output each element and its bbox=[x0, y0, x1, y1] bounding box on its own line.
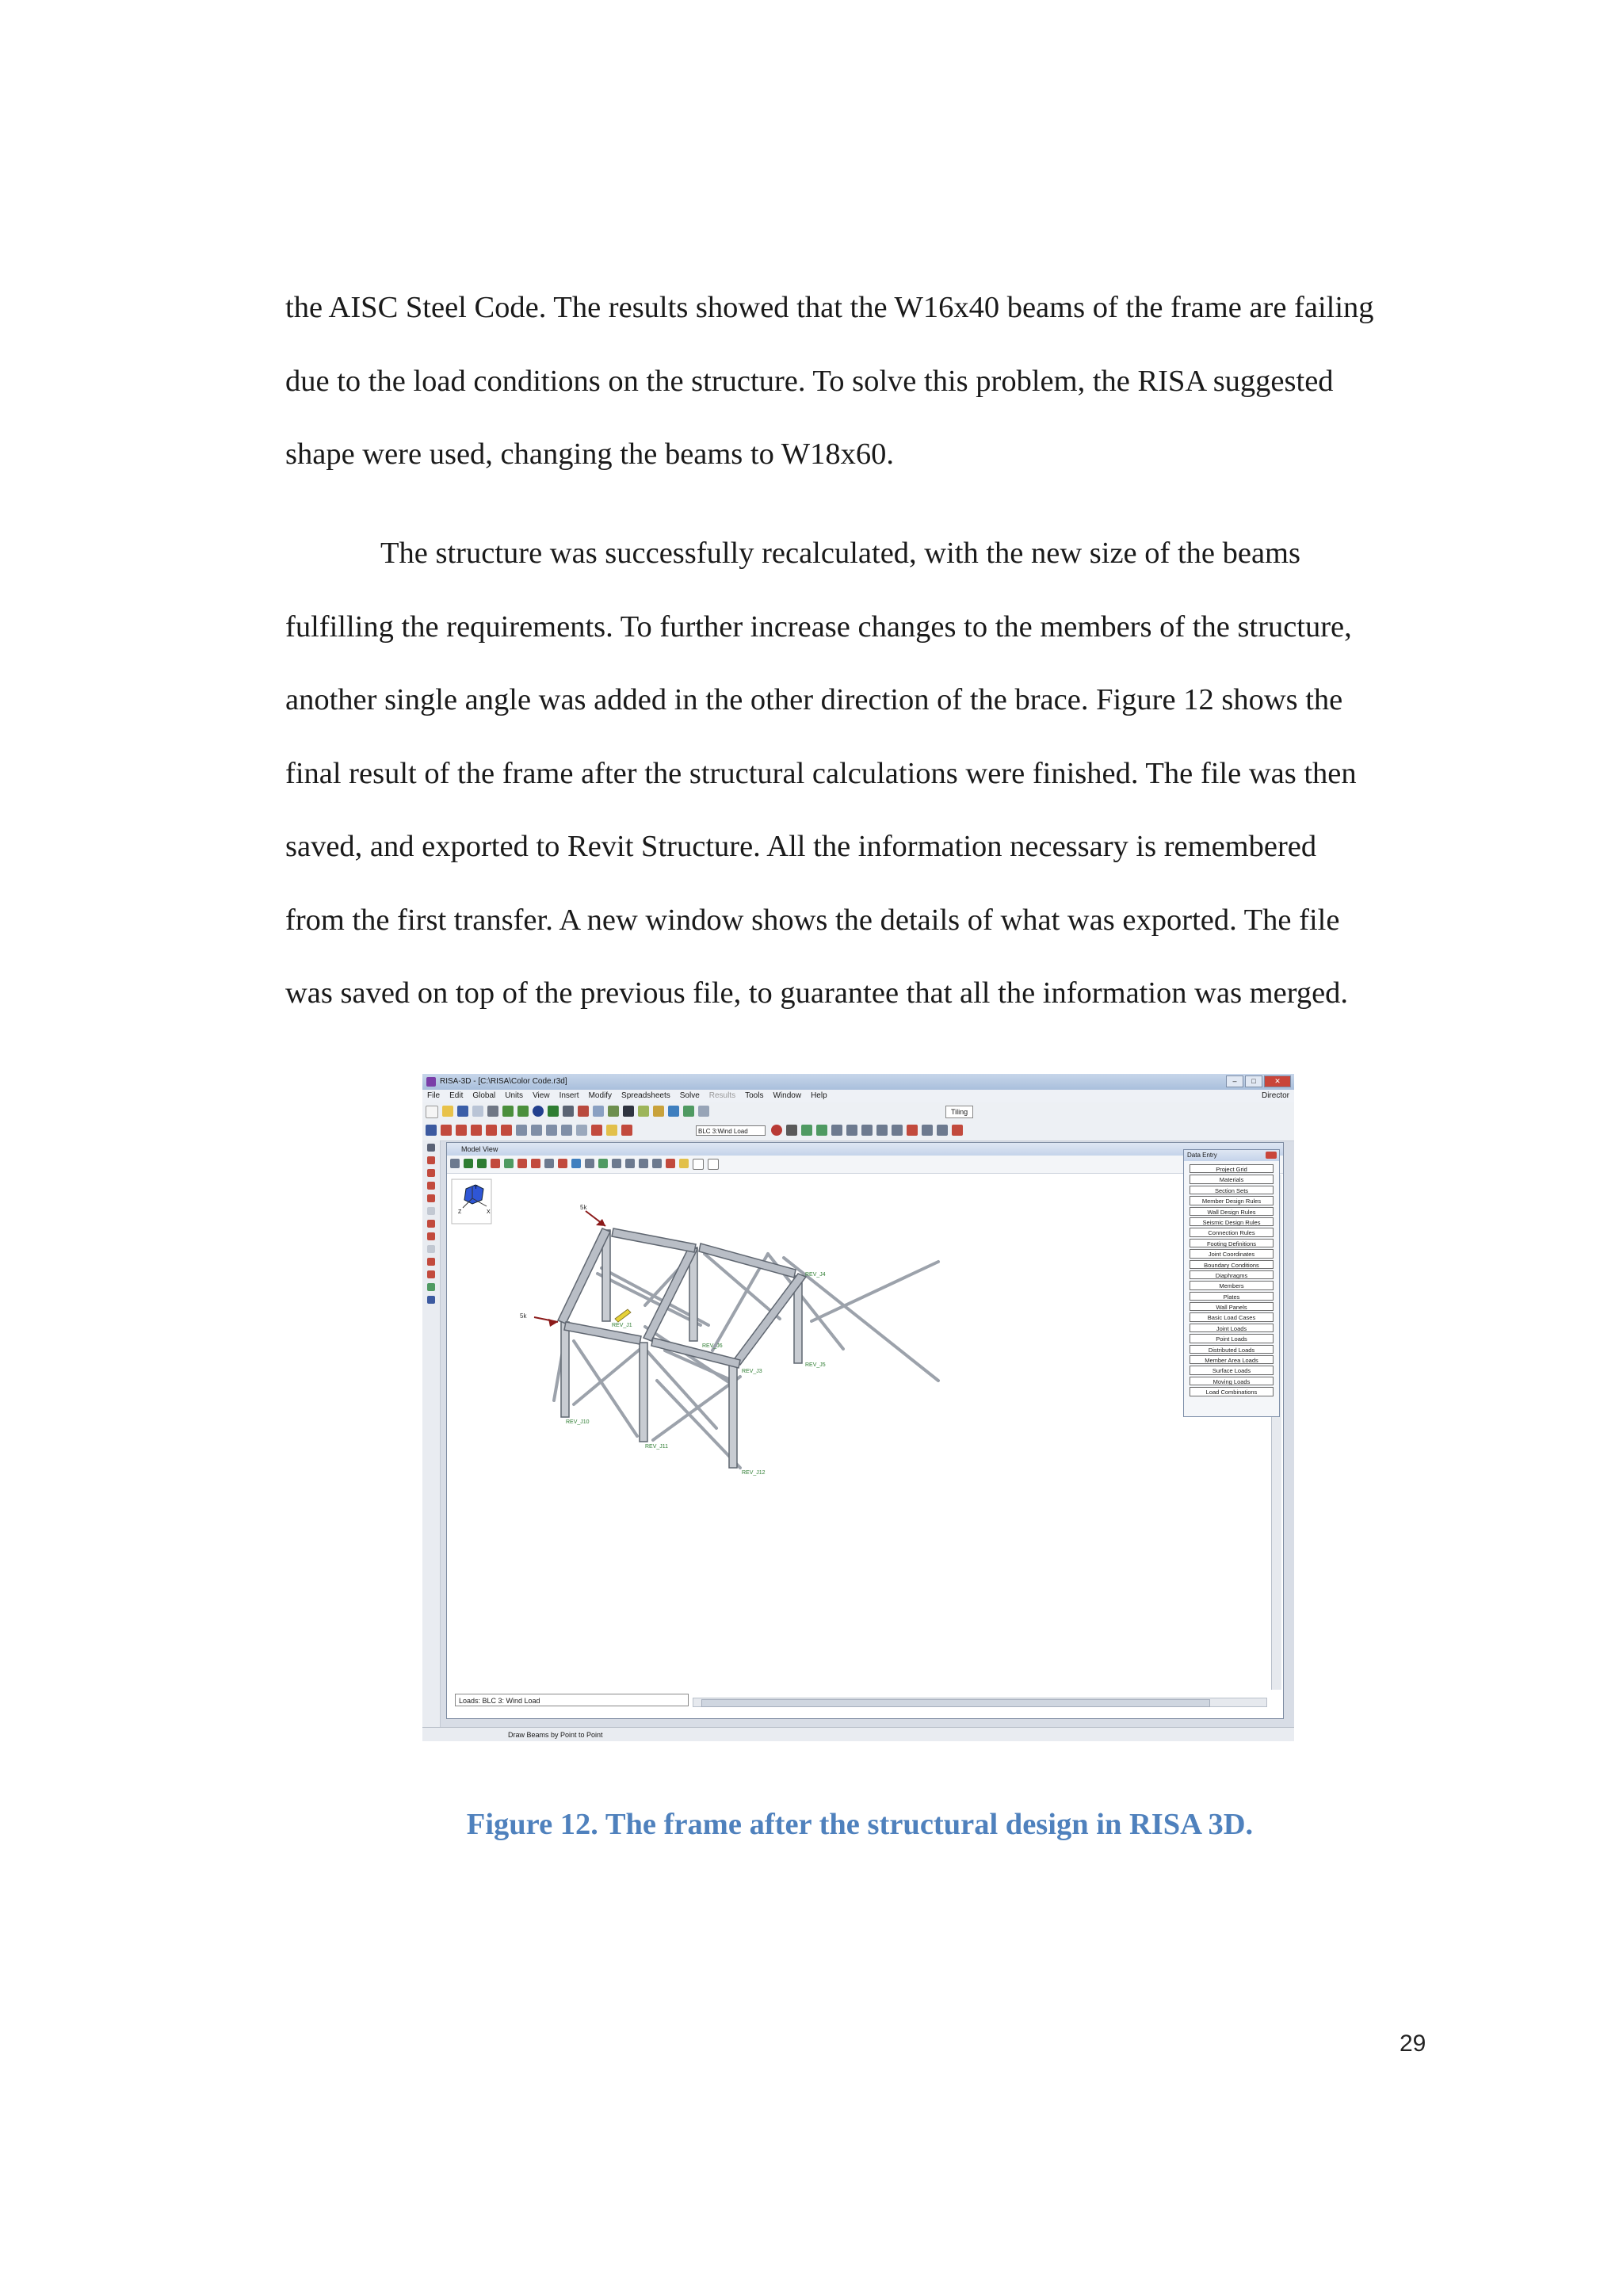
moment-icon[interactable] bbox=[846, 1125, 857, 1136]
minimize-icon[interactable]: – bbox=[1226, 1075, 1243, 1087]
zoom-box-icon[interactable] bbox=[591, 1125, 602, 1136]
data-entry-titlebar bbox=[1184, 1150, 1279, 1161]
data-entry-button[interactable]: Diaphragms bbox=[1190, 1270, 1274, 1279]
data-entry-button[interactable]: Plates bbox=[1190, 1292, 1274, 1301]
model-toolbar bbox=[422, 1121, 1294, 1141]
menu-window[interactable]: Window bbox=[773, 1091, 802, 1100]
data-entry-list bbox=[1184, 1164, 1279, 1396]
load-case-select[interactable]: BLC 3:Wind Load bbox=[696, 1125, 766, 1136]
moment-diagram-icon[interactable] bbox=[892, 1125, 903, 1136]
risa-app-icon bbox=[426, 1077, 436, 1087]
plate-icon[interactable] bbox=[578, 1106, 589, 1117]
spreadsheet-icon[interactable] bbox=[638, 1106, 649, 1117]
solve-icon[interactable] bbox=[548, 1106, 559, 1117]
braces bbox=[554, 1254, 938, 1468]
window-titlebar bbox=[422, 1074, 1294, 1090]
data-entry-title: Data Entry bbox=[1187, 1152, 1217, 1159]
window-title: RISA-3D - [C:\RISA\Color Code.r3d] bbox=[440, 1077, 567, 1086]
loads-status-box: Loads: BLC 3: Wind Load bbox=[455, 1694, 689, 1706]
data-entry-button[interactable]: Point Loads bbox=[1190, 1334, 1274, 1343]
tool-icon[interactable] bbox=[427, 1283, 435, 1291]
tool-icon[interactable] bbox=[427, 1258, 435, 1266]
render-icon[interactable] bbox=[456, 1125, 467, 1136]
menu-view[interactable]: View bbox=[533, 1091, 550, 1100]
refresh-icon[interactable] bbox=[952, 1125, 963, 1136]
equals-icon[interactable] bbox=[698, 1106, 709, 1117]
data-entry-button[interactable]: Member Design Rules bbox=[1190, 1196, 1274, 1205]
xz-view-icon[interactable] bbox=[546, 1125, 557, 1136]
dollar-icon[interactable] bbox=[786, 1125, 797, 1136]
joint-label: REV_J4 bbox=[805, 1272, 826, 1278]
render-icon[interactable] bbox=[501, 1125, 512, 1136]
menu-spreadsheets[interactable]: Spreadsheets bbox=[621, 1091, 670, 1100]
joint-label: REV_J11 bbox=[645, 1444, 669, 1450]
monitor-icon[interactable] bbox=[623, 1106, 634, 1117]
table-icon[interactable] bbox=[608, 1106, 619, 1117]
tool-icon[interactable] bbox=[427, 1169, 435, 1177]
menu-help[interactable]: Help bbox=[811, 1091, 827, 1100]
column bbox=[729, 1365, 737, 1468]
data-entry-button[interactable]: Surface Loads bbox=[1190, 1366, 1274, 1374]
menu-file[interactable]: File bbox=[427, 1091, 441, 1100]
data-entry-button[interactable]: Project Grid bbox=[1190, 1164, 1274, 1173]
tiling-button[interactable]: Tiling bbox=[945, 1106, 973, 1118]
render-icon[interactable] bbox=[486, 1125, 497, 1136]
text-line: was saved on top of the previous file, to guarantee that all the information was merged. bbox=[285, 976, 1349, 1010]
joint-label: REV_J1 bbox=[612, 1323, 632, 1328]
save-icon[interactable] bbox=[457, 1106, 468, 1117]
axis-triad bbox=[452, 1179, 491, 1224]
data-entry-button[interactable]: Wall Panels bbox=[1190, 1302, 1274, 1311]
column bbox=[640, 1343, 647, 1442]
menu-units[interactable]: Units bbox=[505, 1091, 524, 1100]
yz-view-icon[interactable] bbox=[561, 1125, 572, 1136]
text-line: final result of the frame after the structural calculations were finished. The file was then bbox=[285, 756, 1357, 790]
tool-icon[interactable] bbox=[427, 1182, 435, 1190]
render-icon[interactable] bbox=[441, 1125, 452, 1136]
pencil-icon[interactable] bbox=[922, 1125, 933, 1136]
tool-icon[interactable] bbox=[427, 1220, 435, 1228]
zoom-icon[interactable] bbox=[576, 1125, 587, 1136]
page-number: 29 bbox=[1400, 2030, 1426, 2057]
data-entry-button[interactable]: Member Area Loads bbox=[1190, 1355, 1274, 1364]
data-entry-button[interactable]: Section Sets bbox=[1190, 1186, 1274, 1194]
print-icon[interactable] bbox=[487, 1106, 498, 1117]
close-icon[interactable]: ✕ bbox=[1264, 1075, 1291, 1087]
model-view-window[interactable] bbox=[446, 1142, 1284, 1719]
tool-icon[interactable] bbox=[427, 1207, 435, 1215]
data-entry-button[interactable]: Footing Definitions bbox=[1190, 1239, 1274, 1247]
load-label-top: 5k bbox=[580, 1204, 587, 1211]
member-icon[interactable] bbox=[801, 1125, 812, 1136]
horizontal-scrollbar[interactable] bbox=[693, 1698, 1267, 1707]
iso-view-icon[interactable] bbox=[516, 1125, 527, 1136]
data-entry-button[interactable]: Moving Loads bbox=[1190, 1377, 1274, 1385]
joint-icon[interactable] bbox=[831, 1125, 842, 1136]
line-icon[interactable] bbox=[861, 1125, 873, 1136]
redo-icon[interactable] bbox=[517, 1106, 529, 1117]
tool-icon[interactable] bbox=[427, 1270, 435, 1278]
data-entry-button[interactable]: Wall Design Rules bbox=[1190, 1207, 1274, 1216]
highlight-icon[interactable] bbox=[606, 1125, 617, 1136]
data-entry-button[interactable]: Distributed Loads bbox=[1190, 1345, 1274, 1354]
menu-director[interactable]: Director bbox=[1261, 1091, 1289, 1100]
data-entry-button[interactable]: Materials bbox=[1190, 1175, 1274, 1183]
joint-label: REV_J10 bbox=[566, 1419, 590, 1425]
menu-results[interactable]: Results bbox=[708, 1091, 736, 1100]
status-bar bbox=[422, 1727, 1294, 1741]
paragraph-1 bbox=[285, 271, 1442, 491]
tool-icon[interactable] bbox=[427, 1156, 435, 1164]
status-text: Draw Beams by Point to Point bbox=[508, 1731, 603, 1739]
xy-view-icon[interactable] bbox=[531, 1125, 542, 1136]
text-line: another single angle was added in the other direction of the brace. Figure 12 shows the bbox=[285, 683, 1343, 716]
data-entry-panel bbox=[1183, 1149, 1280, 1417]
selected-member-marker bbox=[615, 1309, 631, 1322]
tool-icon[interactable] bbox=[427, 1194, 435, 1202]
view-icon[interactable] bbox=[426, 1125, 437, 1136]
results-icon[interactable] bbox=[771, 1125, 782, 1136]
refresh-icon[interactable] bbox=[668, 1106, 679, 1117]
new-file-icon[interactable] bbox=[426, 1106, 438, 1118]
arrow-icon[interactable] bbox=[876, 1125, 888, 1136]
lc-icon[interactable] bbox=[683, 1106, 694, 1117]
joint-label: REV_J3 bbox=[742, 1369, 762, 1374]
paragraph-2 bbox=[285, 517, 1442, 1030]
frame-model-drawing bbox=[447, 1143, 1283, 1718]
text-line: The structure was successfully recalculated, with the new size of the beams bbox=[380, 537, 1300, 570]
data-entry-button[interactable]: Boundary Conditions bbox=[1190, 1260, 1274, 1269]
joint-label: REV_J12 bbox=[742, 1470, 766, 1476]
data-entry-button[interactable]: Members bbox=[1190, 1281, 1274, 1289]
menu-global[interactable]: Global bbox=[472, 1091, 496, 1100]
left-toolbar bbox=[422, 1140, 441, 1727]
figure-caption: Figure 12. The frame after the structural design in RISA 3D. bbox=[466, 1808, 1254, 1841]
graphics-icon[interactable] bbox=[621, 1125, 632, 1136]
menu-modify[interactable]: Modify bbox=[588, 1091, 613, 1100]
window-controls bbox=[1226, 1075, 1291, 1088]
menu-solve[interactable]: Solve bbox=[679, 1091, 700, 1100]
grid-icon[interactable] bbox=[593, 1106, 604, 1117]
main-toolbar bbox=[422, 1102, 1294, 1122]
axis-x-label: X bbox=[487, 1209, 491, 1215]
bars-icon[interactable] bbox=[653, 1106, 664, 1117]
menu-insert[interactable]: Insert bbox=[559, 1091, 579, 1100]
data-entry-button[interactable]: Seismic Design Rules bbox=[1190, 1217, 1274, 1226]
data-entry-button[interactable]: Joint Coordinates bbox=[1190, 1249, 1274, 1258]
joint-label: REV_J5 bbox=[805, 1362, 826, 1368]
tool-icon[interactable] bbox=[427, 1144, 435, 1152]
scrollbar-thumb[interactable] bbox=[701, 1699, 1210, 1707]
close-icon[interactable] bbox=[1266, 1152, 1277, 1159]
axis-y-label: Y bbox=[474, 1185, 478, 1190]
load-label-left: 5k bbox=[520, 1312, 527, 1320]
globe-icon[interactable] bbox=[533, 1106, 544, 1117]
text-line: from the first transfer. A new window shows the details of what was exported. The file bbox=[285, 903, 1340, 937]
beams bbox=[558, 1228, 806, 1368]
menu-tools[interactable]: Tools bbox=[745, 1091, 764, 1100]
text-line: saved, and exported to Revit Structure. All the information necessary is remembered bbox=[285, 830, 1317, 863]
tool-icon[interactable] bbox=[427, 1296, 435, 1304]
data-entry-button[interactable]: Basic Load Cases bbox=[1190, 1312, 1274, 1321]
render-icon[interactable] bbox=[471, 1125, 482, 1136]
joint-label: REV_J6 bbox=[702, 1343, 723, 1349]
tool-icon[interactable] bbox=[427, 1245, 435, 1253]
text-line: shape were used, changing the beams to W18x60. bbox=[285, 437, 895, 471]
maximize-icon[interactable]: □ bbox=[1245, 1075, 1262, 1087]
deflect-icon[interactable] bbox=[816, 1125, 827, 1136]
tool-icon[interactable] bbox=[427, 1232, 435, 1240]
model-view-title: Model View bbox=[461, 1145, 498, 1153]
menu-edit[interactable]: Edit bbox=[449, 1091, 464, 1100]
column bbox=[561, 1322, 569, 1417]
undo-icon[interactable] bbox=[502, 1106, 514, 1117]
data-entry-button[interactable]: Connection Rules bbox=[1190, 1228, 1274, 1236]
data-entry-button[interactable]: Joint Loads bbox=[1190, 1324, 1274, 1332]
copy-icon[interactable] bbox=[472, 1106, 483, 1117]
text-line: the AISC Steel Code. The results showed that the W16x40 beams of the frame are failing bbox=[285, 291, 1374, 324]
beam bbox=[612, 1228, 696, 1252]
section-icon[interactable] bbox=[563, 1106, 574, 1117]
risa-screenshot-figure bbox=[422, 1074, 1294, 1741]
text-line: fulfilling the requirements. To further increase changes to the members of the structure, bbox=[285, 609, 1352, 644]
data-entry-button[interactable]: Load Combinations bbox=[1190, 1387, 1274, 1396]
axis-z-label: Z bbox=[458, 1209, 462, 1215]
open-folder-icon[interactable] bbox=[442, 1106, 453, 1117]
wave-icon[interactable] bbox=[937, 1125, 948, 1136]
menu-bar bbox=[422, 1090, 1294, 1102]
text-line: due to the load conditions on the structure. To solve this problem, the RISA suggested bbox=[285, 364, 1334, 398]
box-icon[interactable] bbox=[907, 1125, 918, 1136]
